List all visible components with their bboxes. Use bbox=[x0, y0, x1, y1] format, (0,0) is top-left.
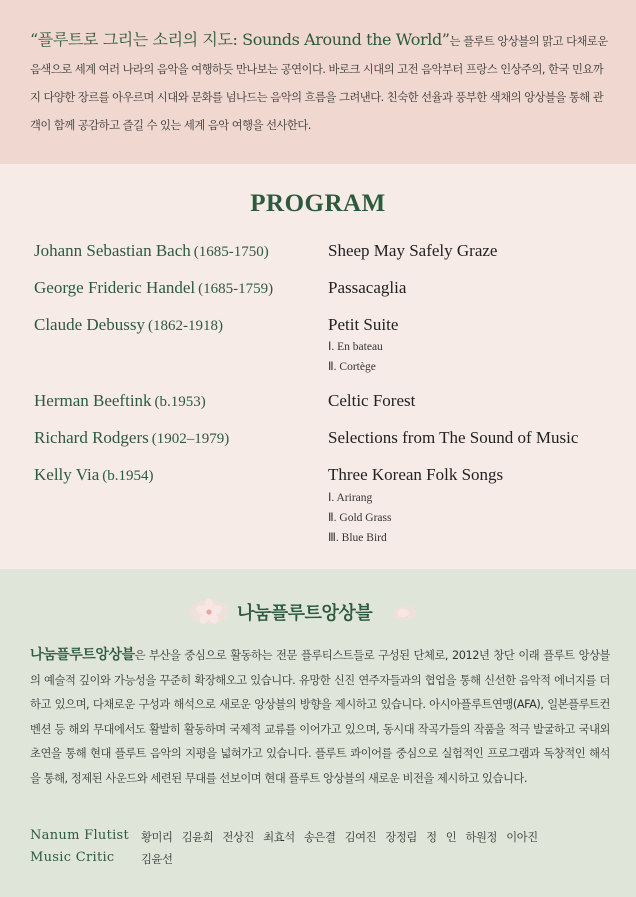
ensemble-title: 나눔플루트앙상블 bbox=[237, 603, 373, 624]
composer-years: (b.1954) bbox=[102, 468, 154, 484]
ensemble-name: 나눔플루트앙상블 bbox=[30, 647, 135, 663]
credit-label: Nanum Flutist bbox=[30, 828, 130, 843]
movement: Ⅲ. Blue Bird bbox=[328, 532, 387, 544]
movement: Ⅱ. Cortège bbox=[328, 361, 376, 373]
work-title: Three Korean Folk Songs bbox=[328, 465, 504, 484]
work-title: Sheep May Safely Graze bbox=[328, 241, 498, 260]
work-title: Celtic Forest bbox=[328, 391, 416, 410]
composer-years: (b.1953) bbox=[154, 394, 206, 410]
work-title: Selections from The Sound of Music bbox=[328, 428, 579, 447]
composer-years: (1902–1979) bbox=[151, 431, 230, 447]
intro-text: 는 플루트 앙상블의 맑고 다채로운 음색으로 세계 여러 나라의 음악을 여행하듯 만나보는 공연이다. 바로크 시대의 고전 음악부터 프랑스 인상주의, 한국 민요까지 다양한 장르를 아우르며 시대와 문화를 넘나드는 음악의 흐름을 그려낸다. 친숙한 선율과 풍부한 색채의 앙상블을 통해 관객이 함께 공감하고 즐길 수 있는 세계 음악 여행을 선사한다. bbox=[30, 35, 608, 132]
credit-names: 황미리 김윤희 전상진 최효석 송은결 김여진 장정림 정 인 하원정 이아진 bbox=[141, 831, 538, 844]
composer-name: Claude Debussy (1862-1918) bbox=[34, 315, 223, 334]
credit-label: Music Critic bbox=[30, 850, 115, 865]
work-title: Petit Suite bbox=[328, 315, 399, 334]
credit-names: 김윤선 bbox=[141, 853, 173, 866]
cherry-blossom-icon bbox=[188, 597, 230, 627]
composer-years: (1862-1918) bbox=[147, 318, 223, 334]
composer-name: Johann Sebastian Bach (1685-1750) bbox=[34, 241, 269, 260]
work-title: Passacaglia bbox=[328, 278, 407, 297]
composer-name: Richard Rodgers (1902–1979) bbox=[34, 428, 230, 447]
petal-icon bbox=[392, 604, 418, 622]
ensemble-description: 나눔플루트앙상블은 부산을 중심으로 활동하는 전문 플루티스트들로 구성된 단체로, 2012년 창단 이래 플루트 앙상블의 예술적 깊이와 가능성을 꾸준히 확장해오고 있습니다. 유망한 신진 연주자들과의 협업을 통해 신선한 음악적 에너지를 더하고 있으며, 다채로운 구성과 해석으로 새로운 앙상블의 방향을 제시하고 있습니다. 아시아플루트연맹(AFA), 일본플루트컨벤션 등 해외 무대에서도 활발히 활동하며 국제적 교류를 이어가고 있으며, 동시대 작곡가들의 작품을 적극 발굴하고 국내외 초연을 통해 현대 플루트 음악의 지평을 넓혀가고 있습니다. 플루트 콰이어를 중심으로 실험적인 프로그램과 독창적인 해석을 통해, 정제된 사운드와 세련된 무대를 선보이며 현대 플루트 앙상블의 새로운 비전을 제시하고 있습니다. bbox=[30, 647, 610, 785]
ensemble-header bbox=[0, 597, 636, 627]
program-title: PROGRAM bbox=[250, 190, 386, 217]
program-section bbox=[0, 164, 636, 569]
composer-name: George Frideric Handel (1685-1759) bbox=[34, 278, 274, 297]
composer-years: (1685-1759) bbox=[198, 281, 274, 297]
intro-lead-title: “플루트로 그리는 소리의 지도: Sounds Around the World” bbox=[30, 30, 450, 49]
composer-name: Kelly Via (b.1954) bbox=[34, 465, 154, 484]
intro-section bbox=[0, 0, 636, 164]
movement: Ⅰ. En bateau bbox=[328, 341, 383, 353]
composer-name: Herman Beeftink (b.1953) bbox=[34, 391, 206, 410]
ensemble-section bbox=[0, 569, 636, 897]
intro-paragraph bbox=[30, 26, 610, 140]
movement: Ⅱ. Gold Grass bbox=[328, 512, 392, 524]
movement: Ⅰ. Arirang bbox=[328, 492, 373, 504]
composer-years: (1685-1750) bbox=[193, 244, 269, 260]
